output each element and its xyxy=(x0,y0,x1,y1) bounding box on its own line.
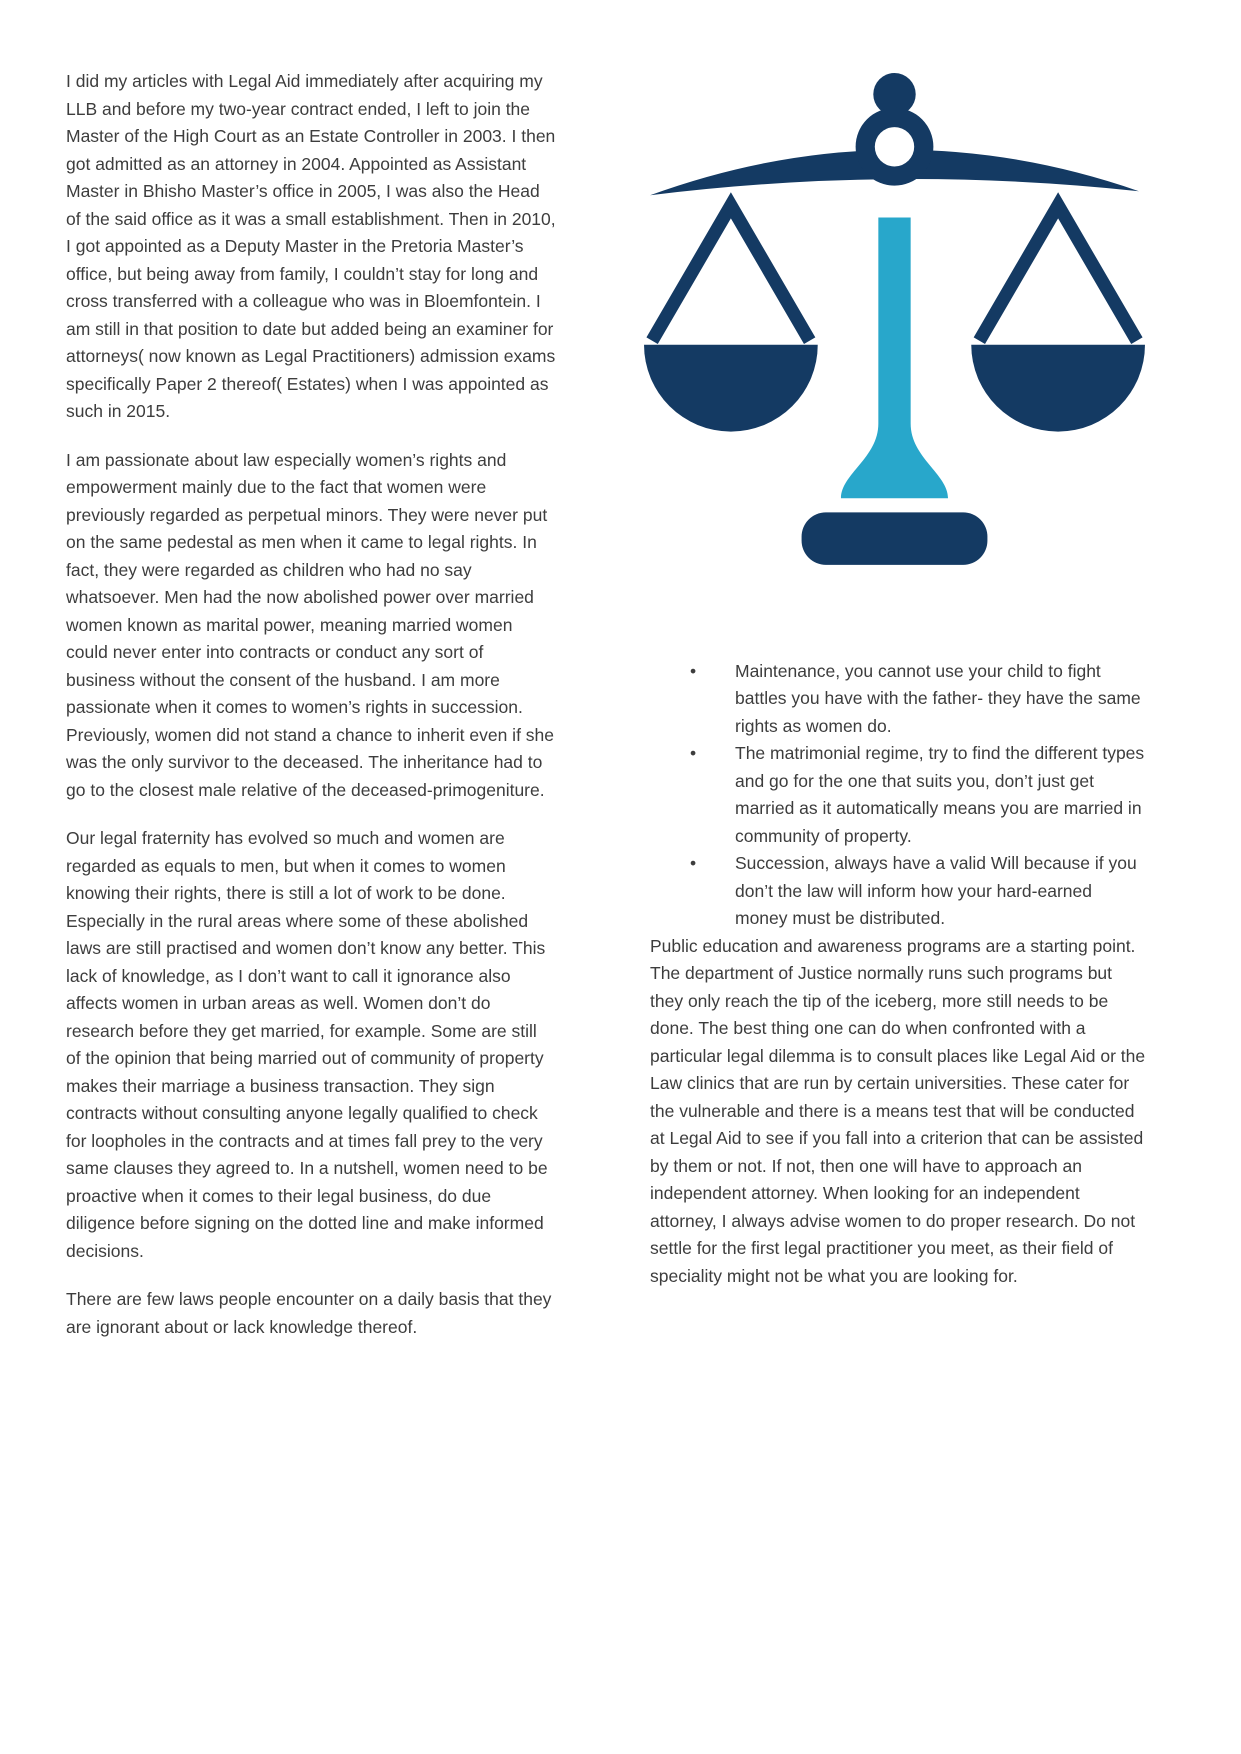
bullet-icon: • xyxy=(690,743,697,764)
paragraph: Our legal fraternity has evolved so much and women are regarded as equals to men, but when it comes to women knowing their rights, there is still a lot of work to be done. Especially in the rural areas where some of these abolished laws are still practised and women don’t know any better. This lack of knowledge, as I don’t want to call it ignorance also affects women in urban areas as well. Women don’t do research before they get married, for example. Some are still of the opinion that being married out of community of property makes their marriage a business transaction. They sign contracts without consulting anyone legally qualified to check for loopholes in the contracts and at times fall prey to the very same clauses they agreed to. In a nutshell, women need to be proactive when it comes to their legal business, do due diligence before signing on the dotted line and make informed decisions. xyxy=(66,828,548,1261)
scale-base xyxy=(802,512,988,565)
bullet-list xyxy=(650,658,1146,933)
left-pan-chains xyxy=(652,205,810,340)
paragraph: I am passionate about law especially women’s rights and empowerment mainly due to the fact that women were previously regarded as perpetual minors. They were never put on the same pedestal as men when it came to legal rights. In fact, they were regarded as children who had no say whatsoever. Men had the now abolished power over married women known as marital power, meaning married women could never enter into contracts or conduct any sort of business without the consent of the husband. I am more passionate when it comes to women’s rights in succession. Previously, women did not stand a chance to inherit even if she was the only survivor to the deceased. The inheritance had to go to the closest male relative of the deceased-primogeniture. xyxy=(66,449,555,800)
left-pan-bowl xyxy=(644,345,818,432)
right-text-column xyxy=(650,68,1146,1311)
list-item xyxy=(650,740,1146,850)
list-item xyxy=(650,658,1146,741)
list-item-text: Succession, always have a valid Will because if you don’t the law will inform how your hard-earned money must be distributed. xyxy=(735,853,1137,929)
paragraph: I did my articles with Legal Aid immediately after acquiring my LLB and before my two-year contract ended, I left to join the Master of the High Court as an Estate Controller in 2003. I then got admitted as an attorney in 2004. Appointed as Assistant Master in Bhisho Master’s office in 2005, I was also the Head of the said office as it was a small establishment. Then in 2010, I got appointed as a Deputy Master in the Pretoria Master’s office, but being away from family, I couldn’t stay for long and cross transferred with a colleague who was in Bloemfontein. I am still in that position to date but added being an examiner for attorneys( now known as Legal Practitioners) admission exams specifically Paper 2 thereof( Estates) when I was appointed as such in 2015. xyxy=(66,71,556,421)
scales-of-justice-icon xyxy=(642,70,1147,565)
list-item-text: Maintenance, you cannot use your child to fight battles you have with the father- they have the same rights as women do. xyxy=(735,660,1141,736)
list-item-text: The matrimonial regime, try to find the different types and go for the one that suits you, don’t just get married as it automatically means you are married in community of property. xyxy=(735,743,1145,846)
right-pan-bowl xyxy=(971,345,1145,432)
right-pan-chains xyxy=(979,205,1137,340)
scale-ring-hole xyxy=(875,127,914,166)
scales-of-justice-graphic xyxy=(642,70,1147,565)
bullet-icon: • xyxy=(690,853,697,874)
paragraph: Public education and awareness programs are a starting point. The department of Justice normally runs such programs but they only reach the tip of the iceberg, more still needs to be done. The best thing one can do when confronted with a particular legal dilemma is to consult places like Legal Aid or the Law clinics that are run by certain universities. These cater for the vulnerable and there is a means test that will be conducted at Legal Aid to see if you fall into a criterion that can be assisted by them or not. If not, then one will have to approach an independent attorney. When looking for an independent attorney, I always advise women to do proper research. Do not settle for the first legal practitioner you meet, as their field of speciality might not be what you are looking for. xyxy=(650,935,1146,1286)
paragraph: There are few laws people encounter on a daily basis that they are ignorant about or lack knowledge thereof. xyxy=(66,1289,552,1337)
left-text-column xyxy=(66,68,556,1362)
bullet-icon: • xyxy=(690,660,697,681)
scale-pillar xyxy=(841,217,948,498)
list-item xyxy=(650,850,1146,933)
